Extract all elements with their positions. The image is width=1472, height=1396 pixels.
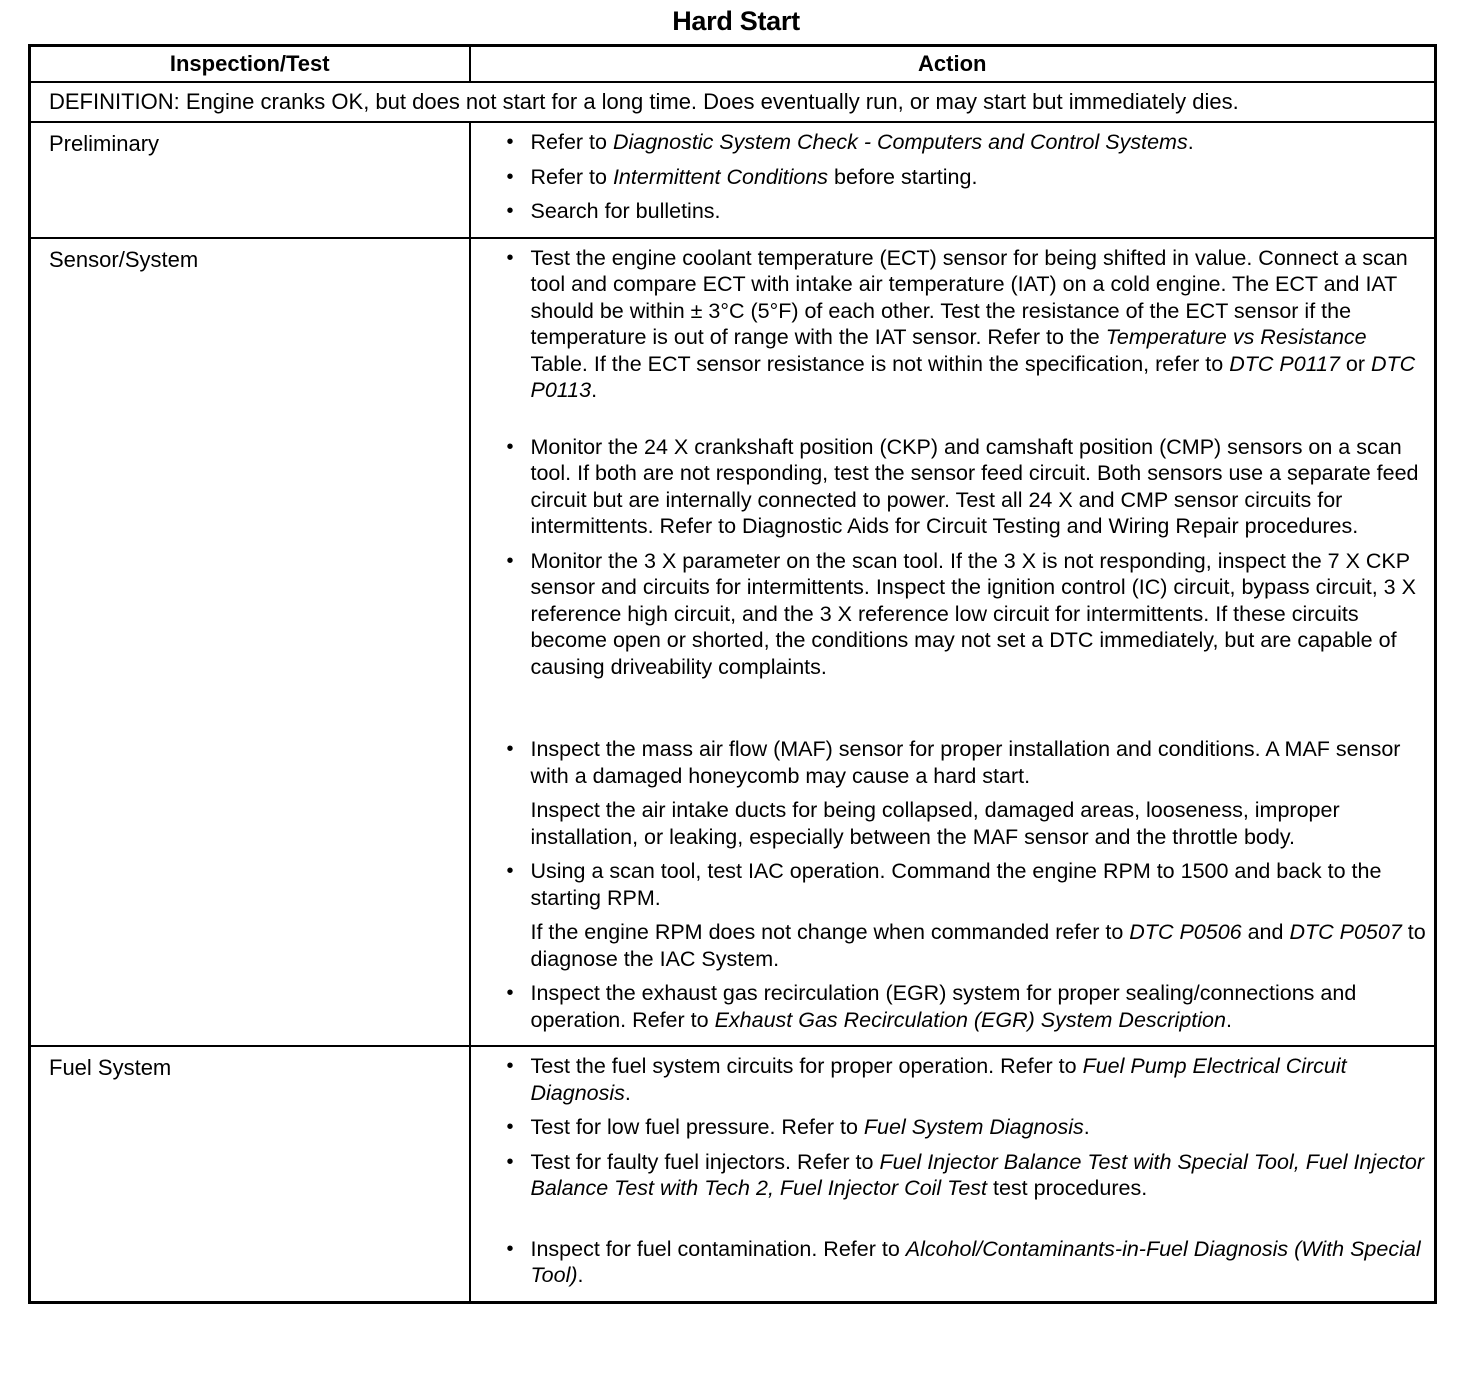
action-text — [531, 245, 1429, 404]
reference-link-text: Fuel Pump Electrical Circuit Diagnosis — [530, 1054, 1347, 1105]
text-run: Test for low fuel pressure. Refer to — [530, 1115, 864, 1139]
action-text — [531, 1053, 1429, 1106]
action-list — [471, 239, 1435, 1046]
reference-link-text: DTC P0117 — [1229, 351, 1340, 376]
reference-link-text: DTC P0113 — [530, 351, 1416, 402]
column-header-action: Action — [470, 46, 1436, 83]
bullet-icon: • — [506, 246, 514, 269]
reference-link-text: Intermittent Conditions — [612, 164, 829, 189]
table-row — [30, 238, 1436, 1047]
text-run: Search for bulletins. — [530, 199, 721, 223]
text-run: If the engine RPM does not change when commanded refer to — [530, 920, 1130, 944]
text-run: . — [1225, 1007, 1232, 1032]
text-run: Inspect the exhaust gas recirculation (EGR) system for proper sealing/connections and operation. Refer to — [530, 981, 1357, 1032]
text-run: Using a scan tool, test IAC operation. Command the engine RPM to 1500 and back to the starting RPM. — [530, 859, 1382, 910]
list-item — [507, 980, 1429, 1033]
list-item — [507, 129, 1429, 156]
reference-link-text: DTC P0506 — [1129, 920, 1242, 944]
text-run: or — [1339, 351, 1371, 376]
bullet-icon: • — [506, 200, 514, 222]
reference-link-text: Temperature vs Resistance — [1105, 325, 1367, 349]
action-cell — [470, 122, 1436, 238]
text-run: Test the engine coolant temperature (ECT) sensor for being shifted in value. Connect a scan tool and compare ECT with intake air temperature (IAT) on a cold engine. The ECT and IAT should be within ± 3°C (5°F) of each other. Test the resistance of the ECT sensor if the temperature is out of range with the IAT sensor. Refer to the — [530, 245, 1408, 349]
inspection-category: Fuel System — [30, 1046, 470, 1302]
text-run: . — [577, 1263, 584, 1287]
inspection-category: Sensor/System — [30, 238, 470, 1047]
action-text — [531, 980, 1429, 1033]
bullet-icon: • — [506, 1055, 514, 1077]
reference-link-text: Fuel System Diagnosis — [863, 1115, 1084, 1139]
text-run: . — [1187, 130, 1194, 154]
text-run: Table. If the ECT sensor resistance is not within the specification, refer to — [530, 351, 1230, 376]
table-row — [30, 1046, 1436, 1302]
action-list — [471, 123, 1435, 237]
list-item — [507, 736, 1429, 850]
reference-link-text: Diagnostic System Check - Computers and Control Systems — [612, 130, 1188, 154]
action-text — [531, 797, 1429, 850]
text-run: to diagnose the IAC System. — [530, 920, 1426, 971]
definition-row — [30, 82, 1436, 122]
bullet-icon: • — [506, 738, 514, 760]
table-header-row — [30, 46, 1436, 83]
inspection-category: Preliminary — [30, 122, 470, 238]
text-run: Inspect for fuel contamination. Refer to — [530, 1236, 906, 1261]
action-text — [531, 1149, 1429, 1202]
text-run: Test for faulty fuel injectors. Refer to — [530, 1149, 880, 1174]
reference-link-text: Fuel Injector Balance Test with Special Tool, Fuel Injector Balance Test with Tech 2, Fuel Injector Coil Test — [530, 1149, 1424, 1200]
list-item — [507, 1114, 1429, 1141]
list-item — [507, 1236, 1429, 1289]
text-run: Test the fuel system circuits for proper operation. Refer to — [530, 1054, 1083, 1078]
action-text — [531, 858, 1429, 911]
text-run: Monitor the 3 X parameter on the scan tool. If the 3 X is not responding, inspect the 7 X CKP sensor and circuits for intermittents. Inspect the ignition control (IC) circuit, bypass circuit, 3 X reference high circuit, and the 3 X reference low circuit for intermittents. If these circuits become open or shorted, the conditions may not set a DTC immediately, but are capable of causing driveability complaints. — [530, 548, 1416, 679]
bullet-icon: • — [506, 165, 514, 188]
text-run: Inspect the mass air flow (MAF) sensor for proper installation and conditions. A MAF sensor with a damaged honeycomb may cause a hard start. — [530, 737, 1401, 788]
text-run: . — [624, 1080, 631, 1105]
action-text — [531, 434, 1429, 540]
list-item — [507, 434, 1429, 540]
bullet-icon: • — [506, 860, 514, 882]
action-text — [531, 1236, 1429, 1289]
reference-link-text: Alcohol/Contaminants-in-Fuel Diagnosis (With Special Tool) — [530, 1236, 1421, 1287]
action-text — [531, 129, 1429, 156]
hard-start-table — [28, 44, 1437, 1304]
bullet-icon: • — [506, 1237, 514, 1260]
action-text — [531, 919, 1429, 972]
text-run: Refer to — [530, 164, 613, 189]
text-run: Inspect the air intake ducts for being collapsed, damaged areas, looseness, improper installation, or leaking, especially between the MAF sensor and the throttle body. — [530, 798, 1340, 849]
list-item — [507, 1053, 1429, 1106]
list-item — [507, 164, 1429, 191]
action-list — [471, 1047, 1435, 1301]
text-run: Refer to — [530, 130, 613, 154]
list-item — [507, 198, 1429, 225]
reference-link-text: DTC P0507 — [1289, 920, 1402, 944]
action-text — [531, 1114, 1429, 1141]
bullet-icon: • — [506, 131, 514, 153]
list-item — [507, 245, 1429, 404]
bullet-icon: • — [506, 982, 514, 1004]
bullet-icon: • — [506, 1150, 514, 1173]
text-run: Monitor the 24 X crankshaft position (CKP) and camshaft position (CMP) sensors on a scan tool. If both are not responding, test the sensor feed circuit. Both sensors use a separate feed circuit but are internally connected to power. Test all 24 X and CMP sensor circuits for intermittents. Refer to Diagnostic Aids for Circuit Testing and Wiring Repair procedures. — [530, 434, 1419, 538]
text-run: . — [591, 378, 598, 402]
list-item — [507, 1149, 1429, 1202]
action-text — [531, 198, 1429, 225]
text-run: test procedures. — [987, 1176, 1148, 1200]
text-run: . — [1083, 1115, 1090, 1139]
action-text — [531, 548, 1429, 681]
table-row — [30, 122, 1436, 238]
action-text — [531, 164, 1429, 191]
definition-text: DEFINITION: Engine cranks OK, but does not start for a long time. Does eventually run, or may start but immediately dies. — [30, 82, 1436, 122]
text-run: and — [1241, 920, 1290, 944]
action-cell — [470, 1046, 1436, 1302]
bullet-icon: • — [506, 549, 514, 572]
bullet-icon: • — [506, 1116, 514, 1138]
column-header-inspection: Inspection/Test — [30, 46, 470, 83]
reference-link-text: Exhaust Gas Recirculation (EGR) System Description — [714, 1007, 1226, 1032]
bullet-icon: • — [506, 435, 514, 458]
action-cell — [470, 238, 1436, 1047]
list-item — [507, 548, 1429, 681]
text-run: before starting. — [828, 164, 978, 189]
page-title: Hard Start — [672, 6, 800, 36]
list-item — [507, 858, 1429, 972]
action-text — [531, 736, 1429, 789]
